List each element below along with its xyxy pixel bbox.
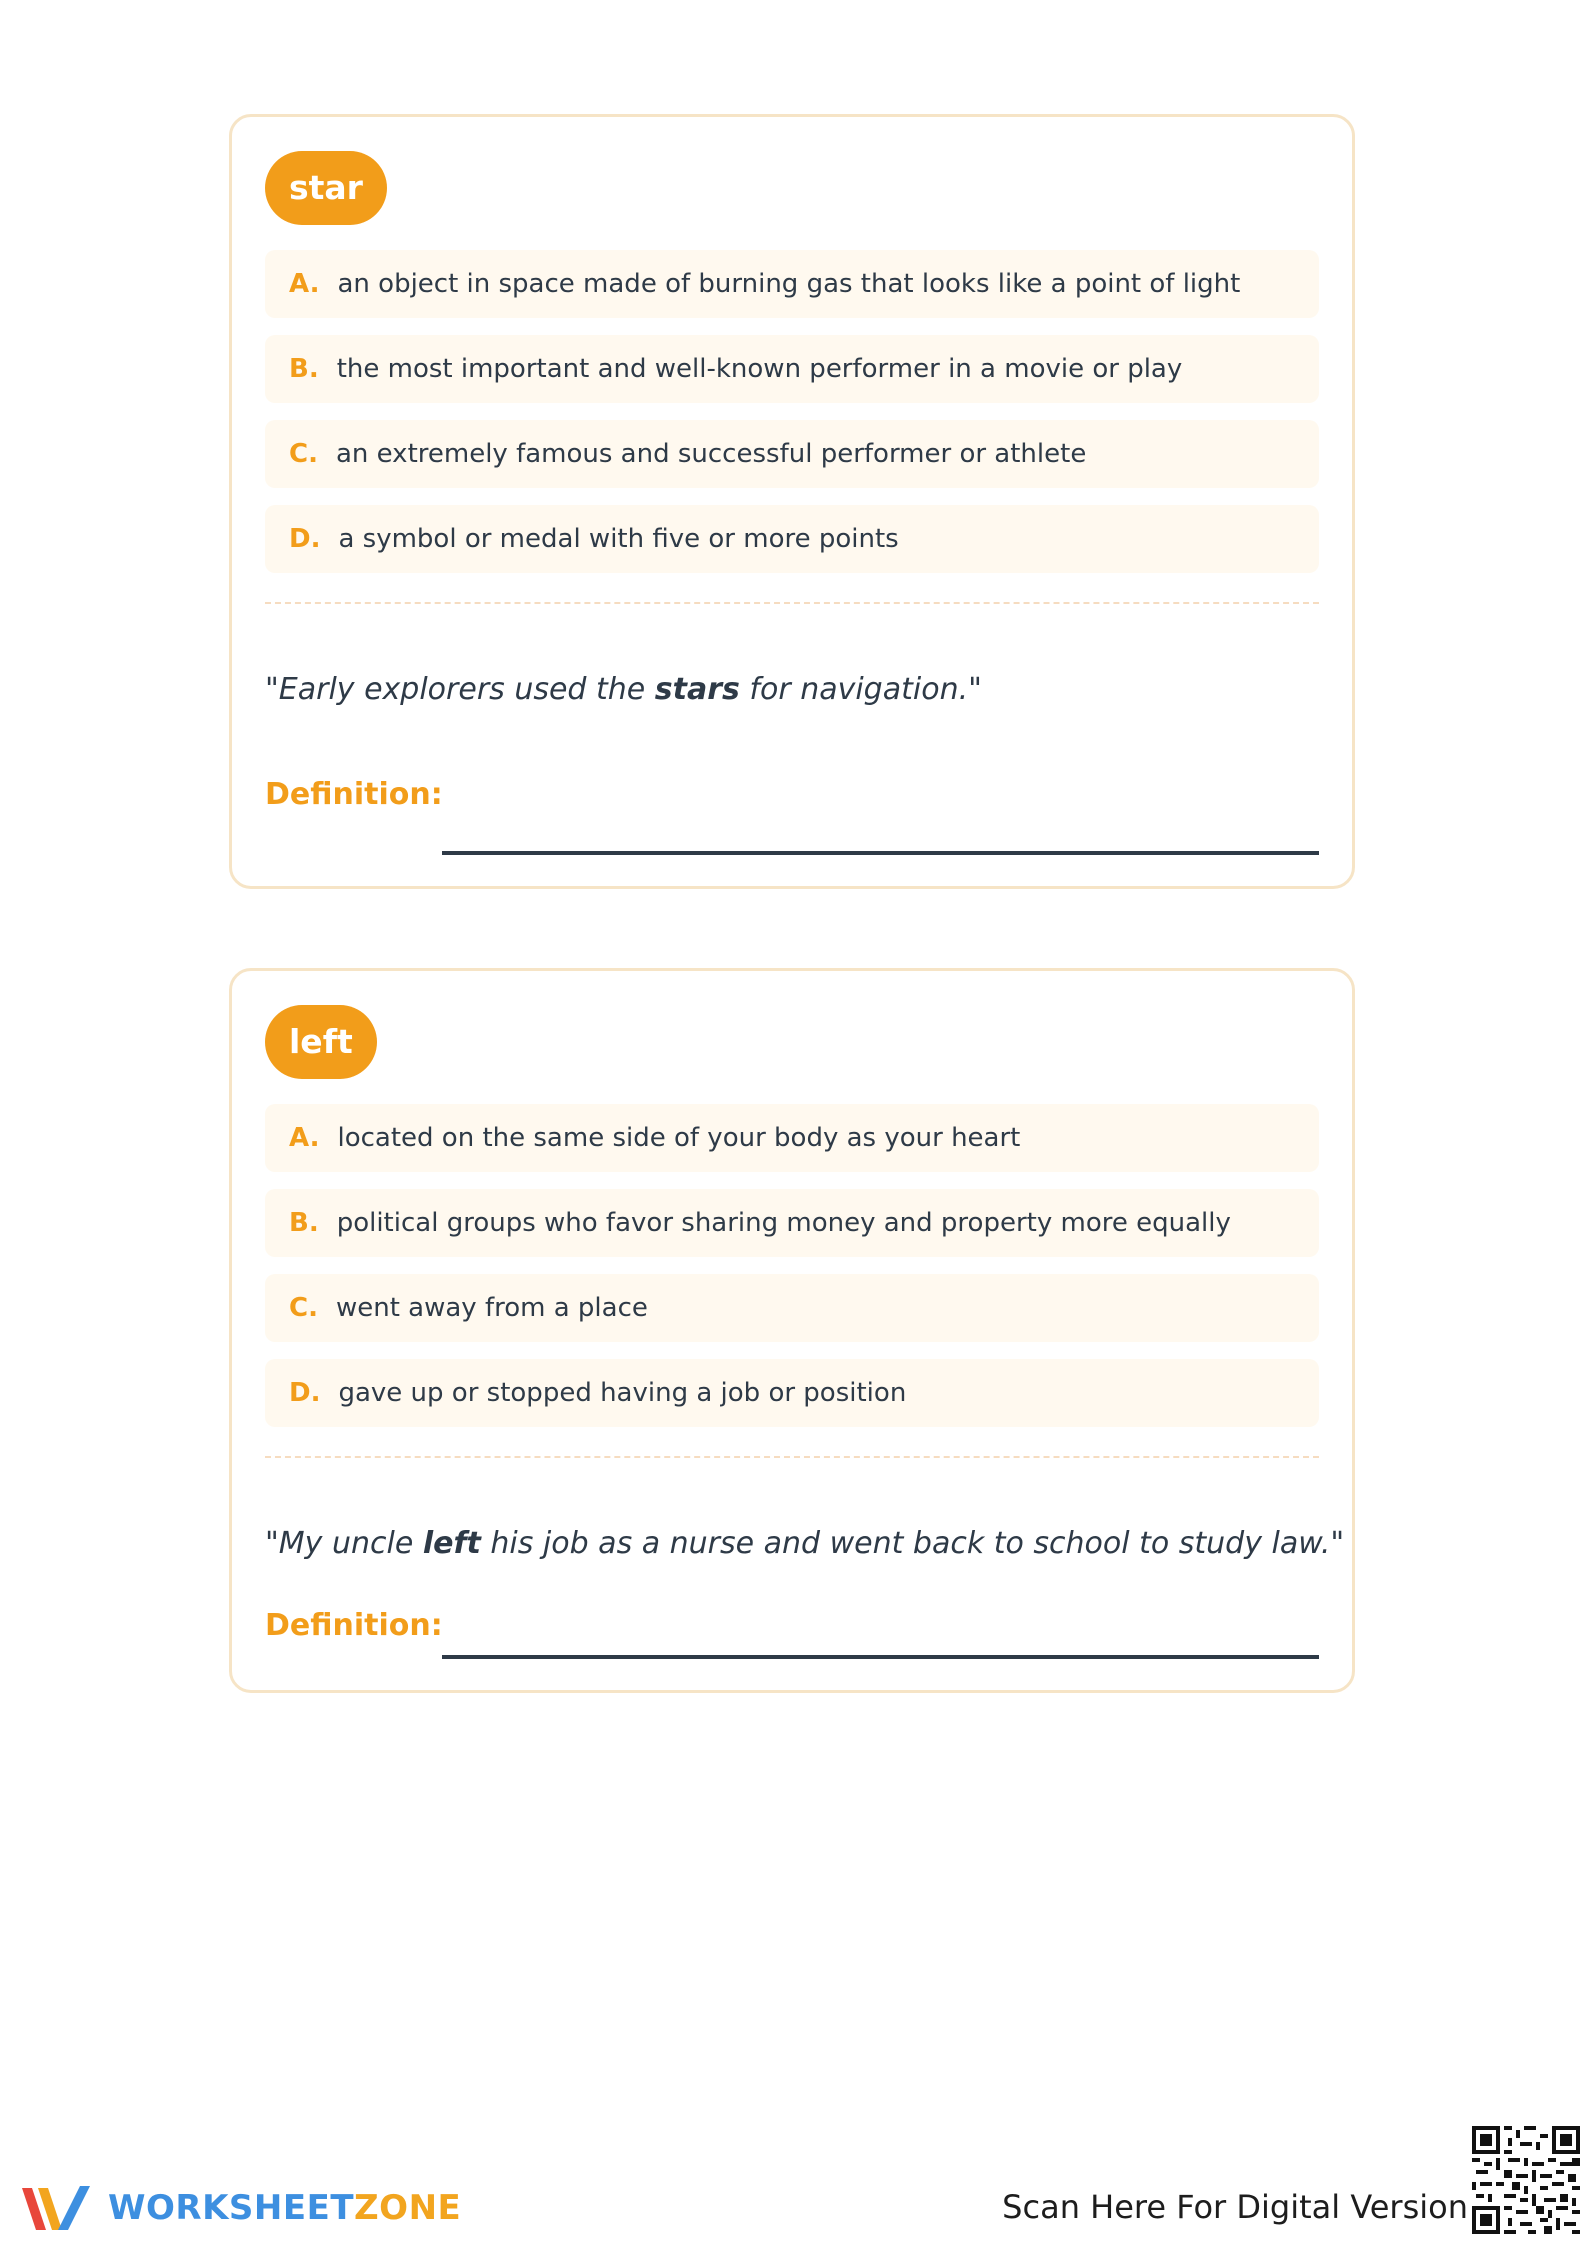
sentence-after: for navigation." — [739, 672, 982, 707]
option-a[interactable] — [265, 1104, 1319, 1172]
sentence-before: "Early explorers used the — [265, 672, 655, 707]
word-badge: star — [265, 151, 387, 225]
option-d[interactable] — [265, 505, 1319, 573]
option-b[interactable] — [265, 335, 1319, 403]
option-text: an extremely famous and successful performer or athlete — [335, 439, 1087, 469]
worksheetzone-logo-icon — [18, 2180, 94, 2236]
option-text: an object in space made of burning gas that looks like a point of light — [337, 269, 1241, 299]
option-c[interactable] — [265, 1274, 1319, 1342]
option-text: political groups who favor sharing money and property more equally — [336, 1208, 1231, 1238]
sentence-keyword: left — [422, 1526, 481, 1561]
option-text: a symbol or medal with five or more points — [338, 524, 899, 554]
option-a[interactable] — [265, 250, 1319, 318]
example-sentence — [265, 672, 1319, 707]
scan-instruction: Scan Here For Digital Version — [1002, 2188, 1468, 2226]
option-list — [265, 1104, 1319, 1444]
option-list — [265, 250, 1319, 590]
definition-answer-line[interactable] — [442, 1655, 1319, 1659]
logo-text-zone: ZONE — [354, 2188, 462, 2228]
dashed-divider — [265, 1456, 1319, 1458]
definition-label: Definition: — [265, 777, 443, 812]
option-letter: C. — [289, 439, 318, 469]
option-letter: A. — [289, 1123, 320, 1153]
option-text: located on the same side of your body as your heart — [337, 1123, 1021, 1153]
vocab-card-star — [229, 114, 1355, 889]
qr-code-icon[interactable] — [1472, 2126, 1580, 2234]
option-letter: D. — [289, 524, 321, 554]
vocab-card-left — [229, 968, 1355, 1693]
sentence-before: "My uncle — [265, 1526, 423, 1561]
example-sentence — [265, 1526, 1345, 1561]
definition-answer-line[interactable] — [442, 851, 1319, 855]
logo-wordmark — [108, 2188, 461, 2228]
word-badge: left — [265, 1005, 377, 1079]
option-text: the most important and well-known performer in a movie or play — [336, 354, 1183, 384]
definition-label: Definition: — [265, 1608, 443, 1643]
sentence-keyword: stars — [654, 672, 740, 707]
option-c[interactable] — [265, 420, 1319, 488]
option-b[interactable] — [265, 1189, 1319, 1257]
dashed-divider — [265, 602, 1319, 604]
option-text: went away from a place — [335, 1293, 648, 1323]
option-letter: D. — [289, 1378, 321, 1408]
option-text: gave up or stopped having a job or position — [338, 1378, 907, 1408]
option-letter: A. — [289, 269, 320, 299]
option-letter: B. — [289, 354, 319, 384]
option-letter: C. — [289, 1293, 318, 1323]
logo-text-worksheet: WORKSHEET — [108, 2188, 355, 2228]
sentence-after: his job as a nurse and went back to school to study law." — [480, 1526, 1345, 1561]
option-letter: B. — [289, 1208, 319, 1238]
option-d[interactable] — [265, 1359, 1319, 1427]
worksheetzone-logo[interactable] — [18, 2180, 461, 2236]
